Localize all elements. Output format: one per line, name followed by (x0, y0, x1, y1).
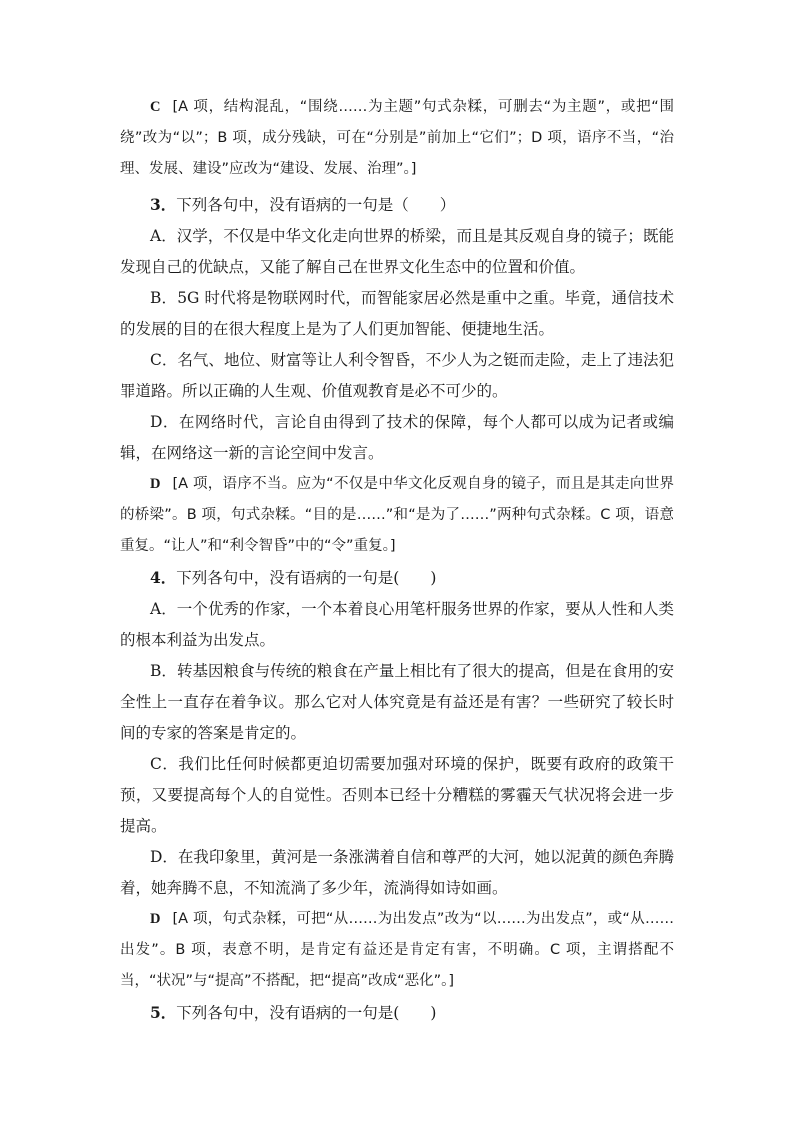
question-number: 4． (150, 568, 177, 587)
question-stem (120, 997, 674, 1029)
option-item: C．我们比任何时候都更迫切需要加强对环境的保护，既要有政府的政策干预，又要提高每个人的自觉性。否则本已经十分糟糕的雾霾天气状况将会进一步提高。 (120, 755, 674, 835)
option-item: D．在我印象里，黄河是一条涨满着自信和尊严的大河，她以泥黄的颜色奔腾着，她奔腾不息，不知流淌了多少年，流淌得如诗如画。 (120, 848, 674, 897)
answer-text: [A 项，语序不当。应为“不仅是中华文化反观自身的镜子，而且是其走向世界的桥梁”。B 项，句式杂糅。“目的是……”和“是为了……”两种句式杂糅。C 项，语意重复。“让人”和“利令智昏”中的“令”重复。] (120, 476, 674, 554)
answer-letter: C (150, 99, 161, 115)
question-stem (120, 189, 674, 221)
option-item: C．名气、地位、财富等让人利令智昏，不少人为之铤而走险，走上了违法犯罪道路。所以正确的人生观、价值观教育是必不可少的。 (120, 351, 674, 400)
question-text: 下列各句中，没有语病的一句是( ) (176, 1004, 437, 1022)
answer-text: [A 项，句式杂糅，可把“从……为出发点”改为“以……为出发点”，或“从……出发”。B 项，表意不明，是肯定有益还是肯定有害，不明确。C 项，主谓搭配不当，“状况”与“提高”不搭配，把“提高”改成“恶化”。] (120, 911, 674, 989)
answer-explanation (120, 469, 674, 562)
answer-explanation (120, 92, 674, 185)
answer-explanation (120, 904, 674, 997)
question-stem (120, 562, 674, 594)
question-text: 下列各句中，没有语病的一句是（ ） (176, 196, 456, 214)
question-number: 3． (150, 195, 177, 214)
option-item: D．在网络时代，言论自由得到了技术的保障，每个人都可以成为记者或编辑，在网络这一新的言论空间中发言。 (120, 413, 674, 462)
document-content (120, 92, 674, 1029)
option-item: A．汉学，不仅是中华文化走向世界的桥梁，而且是其反观自身的镜子；既能发现自己的优缺点，又能了解自己在世界文化生态中的位置和价值。 (120, 227, 674, 276)
answer-letter: D (150, 911, 161, 927)
answer-text: [A 项，结构混乱，“围绕……为主题”句式杂糅，可删去“为主题”，或把“围绕”改为“以”；B 项，成分残缺，可在“分别是”前加上“它们”；D 项，语序不当，“治理、发展、建设”应改为“建设、发展、治理”。] (120, 99, 674, 177)
question-text: 下列各句中，没有语病的一句是( ) (176, 569, 437, 587)
question-number: 5． (150, 1003, 177, 1022)
option-item: A．一个优秀的作家，一个本着良心用笔杆服务世界的作家，要从人性和人类的根本利益为出发点。 (120, 600, 674, 649)
answer-letter: D (150, 476, 161, 492)
option-item: B．转基因粮食与传统的粮食在产量上相比有了很大的提高，但是在食用的安全性上一直存在着争议。那么它对人体究竟是有益还是有害？一些研究了较长时间的专家的答案是肯定的。 (120, 662, 674, 742)
option-item: B．5G 时代将是物联网时代，而智能家居必然是重中之重。毕竟，通信技术的发展的目的在很大程度上是为了人们更加智能、便捷地生活。 (120, 289, 674, 338)
